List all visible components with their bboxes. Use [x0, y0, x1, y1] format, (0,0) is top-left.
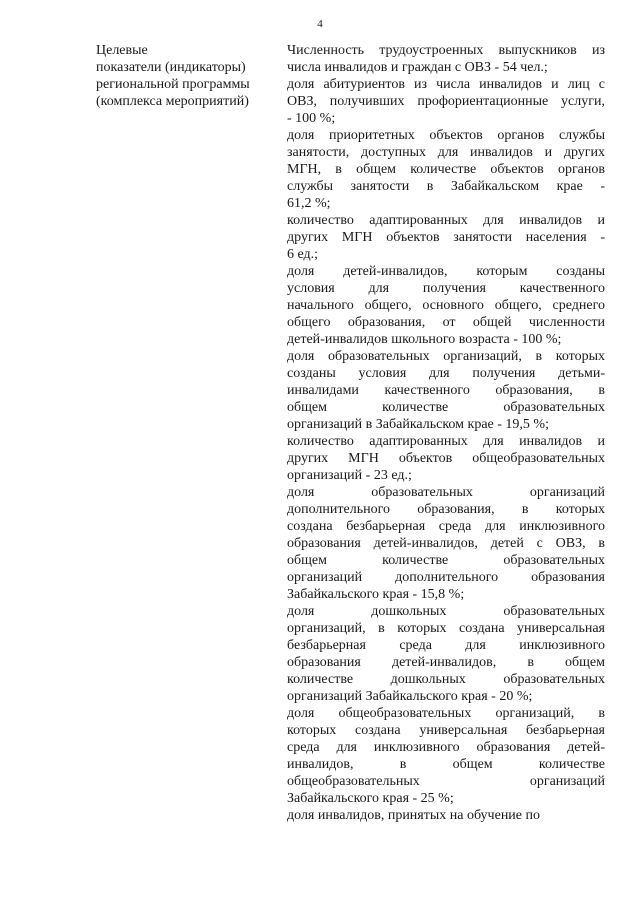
indicator-line: условия для получения качественного — [287, 281, 605, 296]
indicator-line: инвалидами качественного образования, в — [287, 383, 605, 398]
indicator-line: которых создана универсальная безбарьерная — [287, 723, 605, 738]
indicator-line: доля образовательных организаций, в которых — [287, 349, 605, 364]
indicator-line: общеобразовательных организаций — [287, 774, 605, 789]
label-line: Целевые — [96, 43, 148, 58]
indicator-line: службы занятости в Забайкальском крае - — [287, 179, 605, 194]
indicator-label-cell — [96, 42, 276, 110]
indicator-line: других МГН объектов общеобразовательных — [287, 451, 605, 466]
indicator-line: среда для инклюзивного образования детей- — [287, 740, 605, 755]
indicator-line: МГН, в общем количестве объектов органов — [287, 162, 605, 177]
indicator-line: доля приоритетных объектов органов службы — [287, 128, 605, 143]
indicator-line: общем количестве образовательных — [287, 553, 605, 568]
indicator-line: организаций Забайкальского края - 20 %; — [287, 689, 533, 704]
indicator-line: начального общего, основного общего, среднего — [287, 298, 605, 313]
label-line: показатели (индикаторы) — [96, 60, 246, 75]
indicator-item — [287, 705, 605, 807]
indicator-line: занятости, доступных для инвалидов и других — [287, 145, 605, 160]
indicator-line: количество адаптированных для инвалидов и — [287, 213, 605, 228]
indicator-item — [287, 807, 605, 824]
indicator-line: Забайкальского края - 25 %; — [287, 791, 454, 806]
indicator-item — [287, 212, 605, 263]
indicator-line: организаций, в которых создана универсальная — [287, 621, 605, 636]
indicator-line: доля инвалидов, принятых на обучение по — [287, 808, 541, 823]
indicator-line: общем количестве образовательных — [287, 400, 605, 415]
indicator-list — [287, 42, 605, 824]
indicator-line: 61,2 %; — [287, 196, 331, 211]
page-number: 4 — [317, 18, 323, 30]
indicator-line: доля общеобразовательных организаций, в — [287, 706, 605, 721]
indicator-item — [287, 263, 605, 348]
indicator-line: других МГН объектов занятости населения - — [287, 230, 605, 245]
indicator-line: доля образовательных организаций — [287, 485, 605, 500]
indicator-line: организаций в Забайкальском крае - 19,5 %; — [287, 417, 549, 432]
indicator-item — [287, 76, 605, 127]
indicator-item — [287, 42, 605, 76]
indicator-item — [287, 603, 605, 705]
indicator-line: доля дошкольных образовательных — [287, 604, 605, 619]
label-line: (комплекса мероприятий) — [96, 94, 249, 109]
indicator-line: организаций - 23 ед.; — [287, 468, 412, 483]
indicator-line: доля абитуриентов из числа инвалидов и лиц с — [287, 77, 605, 92]
indicator-item — [287, 348, 605, 433]
indicator-line: созданы условия для получения детьми- — [287, 366, 605, 381]
indicator-line: создана безбарьерная среда для инклюзивного — [287, 519, 605, 534]
indicator-line: образования детей-инвалидов, детей с ОВЗ, в — [287, 536, 605, 551]
indicator-line: ОВЗ, получивших профориентационные услуги, — [287, 94, 605, 109]
indicator-item — [287, 433, 605, 484]
indicator-line: Численность трудоустроенных выпускников из — [287, 43, 605, 58]
indicator-line: детей-инвалидов школьного возраста - 100 %; — [287, 332, 562, 347]
indicator-item — [287, 484, 605, 603]
indicator-line: Забайкальского края - 15,8 %; — [287, 587, 465, 602]
indicator-line: инвалидов, в общем количестве — [287, 757, 605, 772]
indicator-line: дополнительного образования, в которых — [287, 502, 605, 517]
indicator-line: доля детей-инвалидов, которым созданы — [287, 264, 605, 279]
indicator-line: безбарьерная среда для инклюзивного — [287, 638, 605, 653]
indicator-item — [287, 127, 605, 212]
label-line: региональной программы — [96, 77, 250, 92]
indicator-line: общего образования, от общей численности — [287, 315, 605, 330]
indicator-line: образования детей-инвалидов, в общем — [287, 655, 605, 670]
indicator-line: организаций дополнительного образования — [287, 570, 605, 585]
indicator-line: числа инвалидов и граждан с ОВЗ - 54 чел.; — [287, 60, 548, 75]
indicator-line: количество адаптированных для инвалидов и — [287, 434, 605, 449]
indicator-line: - 100 %; — [287, 111, 336, 126]
indicator-line: 6 ед.; — [287, 247, 319, 262]
indicator-line: количестве дошкольных образовательных — [287, 672, 605, 687]
